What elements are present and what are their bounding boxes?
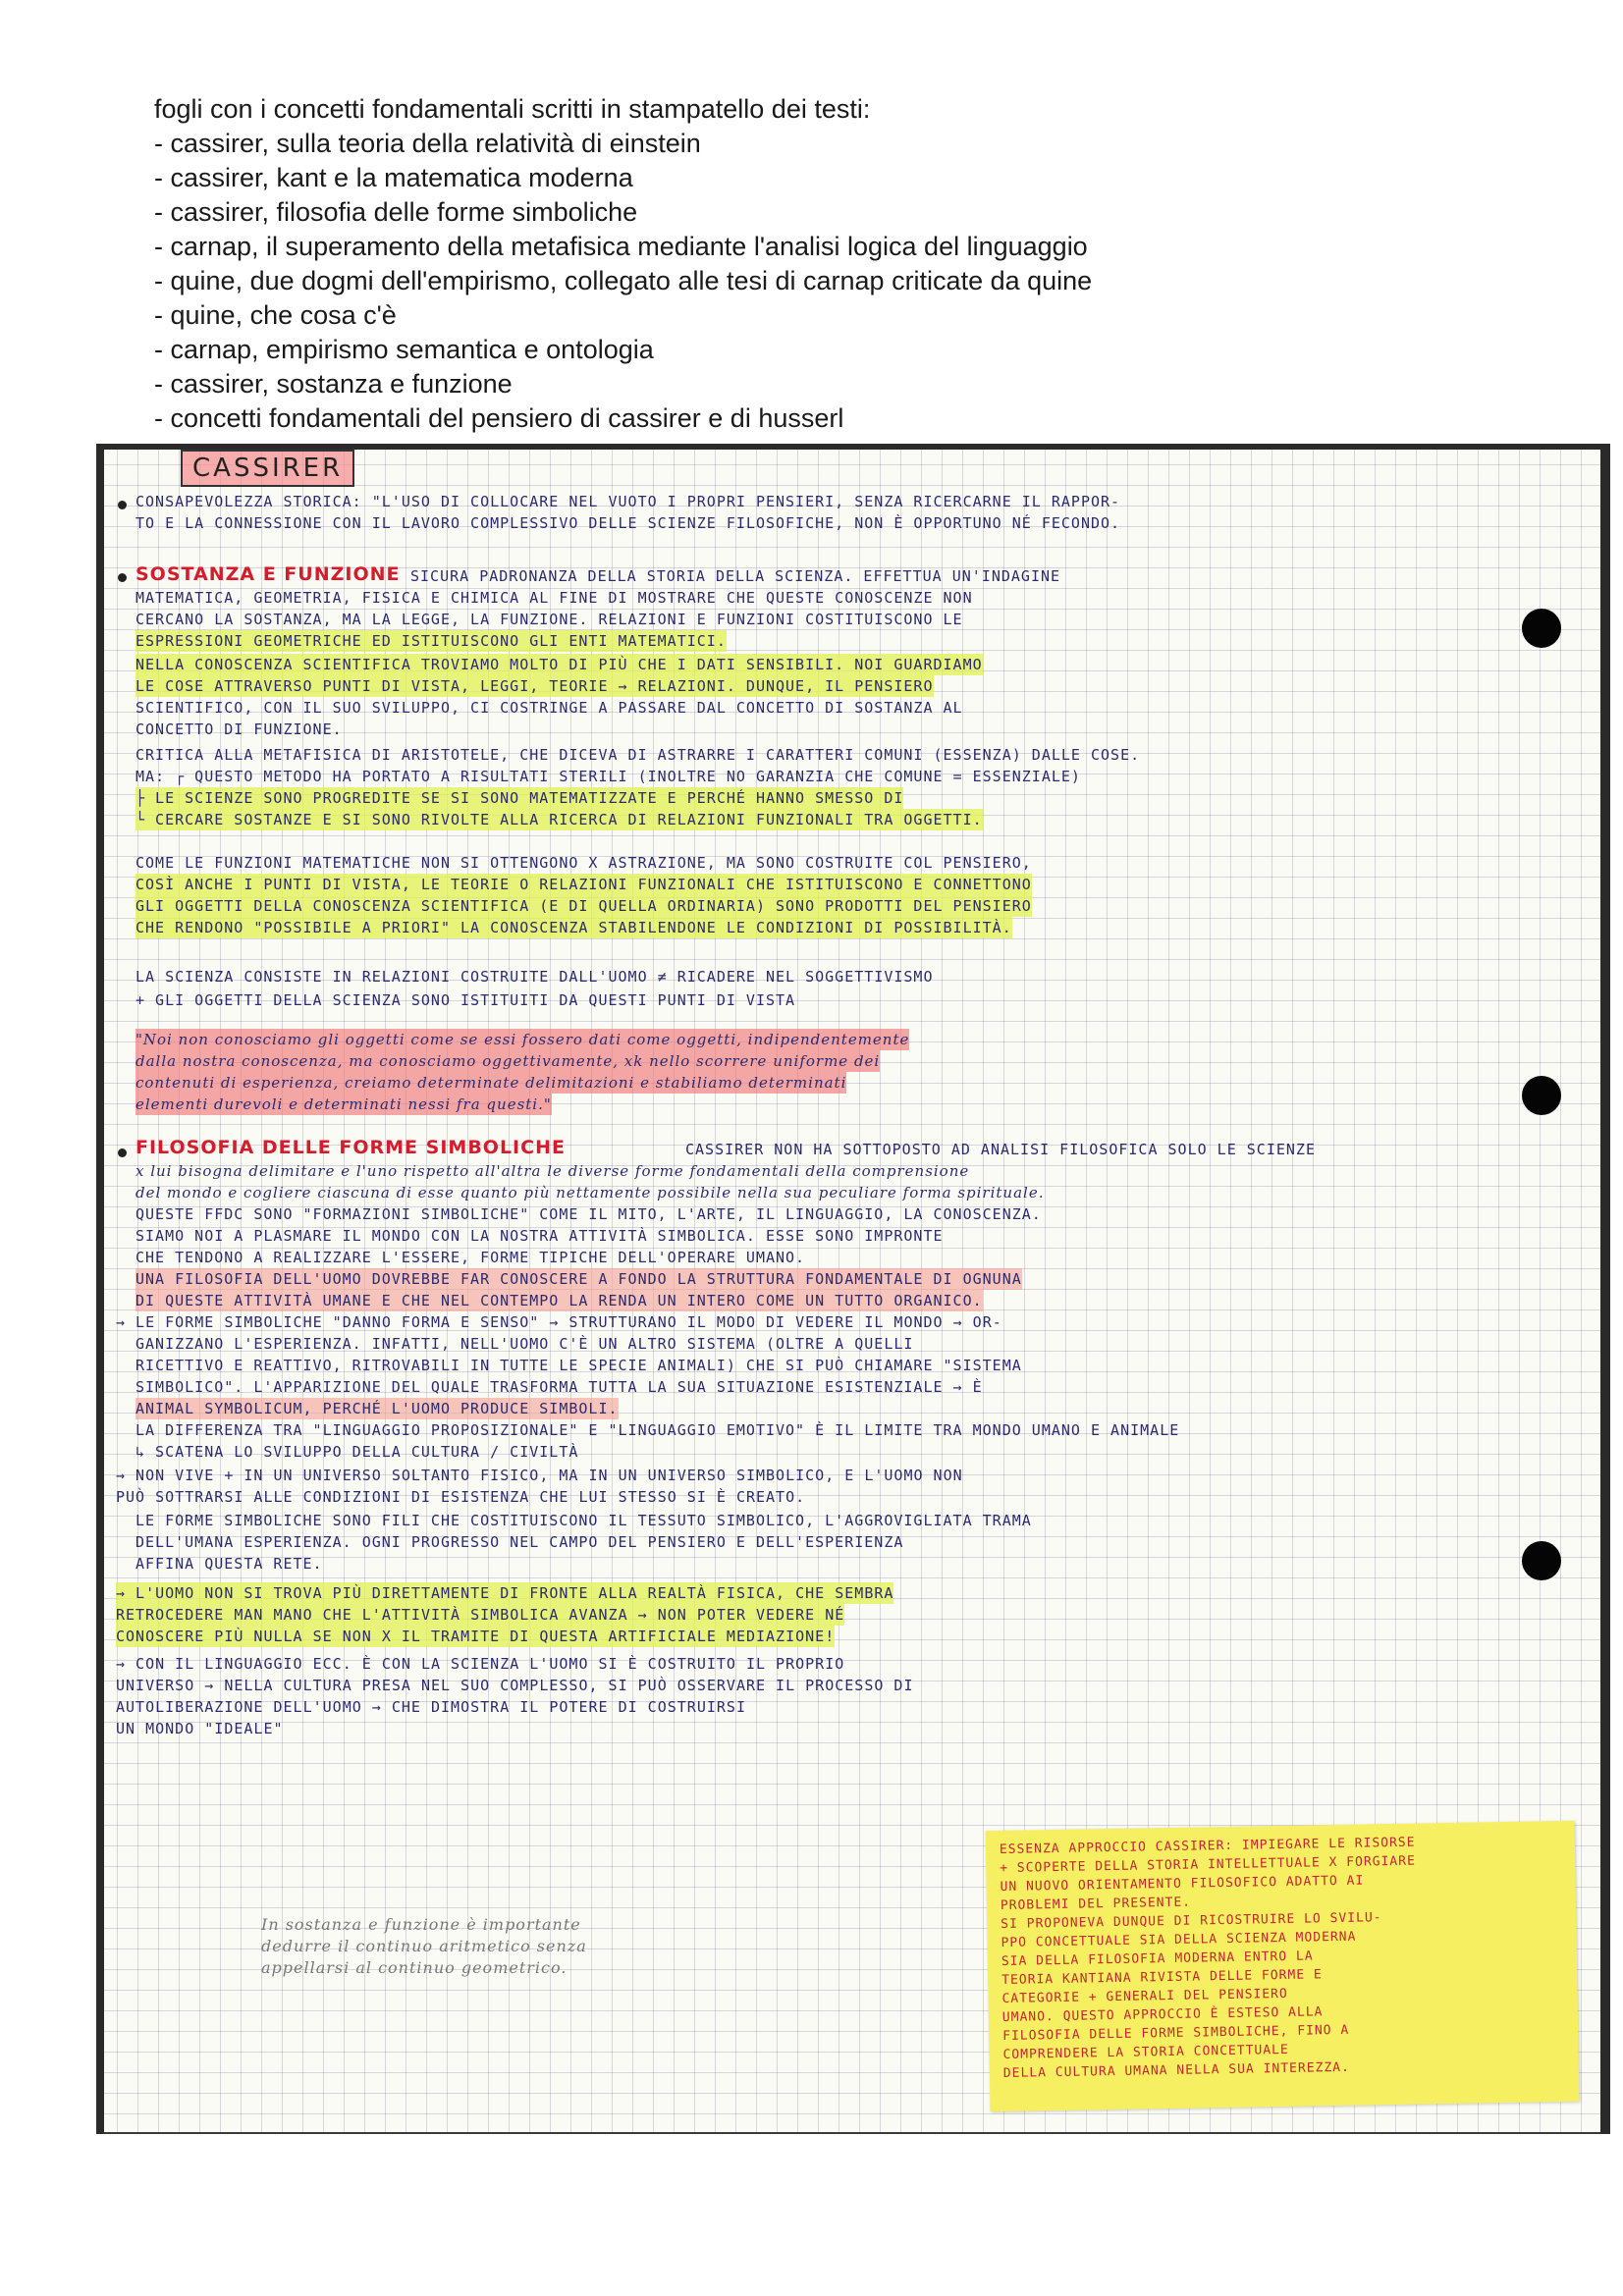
- section-title-sostanza: SOSTANZA E FUNZIONE: [135, 563, 401, 585]
- text-list-item: - carnap, il superamento della metafisica mediante l'analisi logica del linguaggio: [154, 230, 1529, 264]
- note-line: TO E LA CONNESSIONE CON IL LAVORO COMPLESSIVO DELLE SCIENZE FILOSOFICHE, NON È OPPORTUNO NÉ FECONDO.: [135, 514, 1121, 532]
- punch-hole: [1522, 609, 1561, 648]
- note-line: → L'UOMO NON SI TROVA PIÙ DIRETTAMENTE DI FRONTE ALLA REALTÀ FISICA, CHE SEMBRA: [116, 1584, 894, 1602]
- text-list-item: - cassirer, sostanza e funzione: [154, 367, 1529, 401]
- note-line: DELL'UMANA ESPERIENZA. OGNI PROGRESSO NEL CAMPO DEL PENSIERO E DELL'ESPERIENZA: [135, 1533, 904, 1551]
- text-list-item: - quine, che cosa c'è: [154, 298, 1529, 333]
- scan-border-right: [1600, 444, 1610, 2134]
- note-line: CHE RENDONO "POSSIBILE A PRIORI" LA CONOSCENZA STABILENDONE LE CONDIZIONI DI POSSIBILITÀ.: [135, 919, 1012, 936]
- note-line: UNIVERSO → NELLA CULTURA PRESA NEL SUO COMPLESSO, SI PUÒ OSSERVARE IL PROCESSO DI: [116, 1677, 914, 1694]
- note-line: NELLA CONOSCENZA SCIENTIFICA TROVIAMO MOLTO DI PIÙ CHE I DATI SENSIBILI. NOI GUARDIAMO: [135, 656, 983, 673]
- sticky-note-line: COMPRENDERE LA STORIA CONCETTUALE: [1002, 2042, 1289, 2062]
- bullet-dot: [118, 501, 127, 509]
- note-line: AFFINA QUESTA RETE.: [135, 1555, 323, 1573]
- note-line: QUESTE FFDC SONO "FORMAZIONI SIMBOLICHE" COME IL MITO, L'ARTE, IL LINGUAGGIO, LA CONOSCENZA.: [135, 1205, 1042, 1223]
- note-line: ANIMAL SYMBOLICUM, PERCHÉ L'UOMO PRODUCE SIMBOLI.: [135, 1400, 619, 1417]
- punch-hole: [1522, 1541, 1561, 1580]
- text-list-item: - carnap, empirismo semantica e ontologia: [154, 333, 1529, 367]
- note-line: UN MONDO "IDEALE": [116, 1720, 284, 1737]
- pencil-note-line: appellarsi al continuo geometrico.: [261, 1958, 568, 1977]
- note-line: LA SCIENZA CONSISTE IN RELAZIONI COSTRUITE DALL'UOMO ≠ RICADERE NEL SOGGETTIVISMO: [135, 968, 934, 986]
- note-line: CONCETTO DI FUNZIONE.: [135, 721, 343, 738]
- note-line: CONOSCERE PIÙ NULLA SE NON X IL TRAMITE DI QUESTA ARTIFICIALE MEDIAZIONE!: [116, 1628, 836, 1645]
- note-line: SIMBOLICO". L'APPARIZIONE DEL QUALE TRASFORMA TUTTA LA SUA SITUAZIONE ESISTENZIALE → È: [135, 1378, 983, 1396]
- note-line: SIAMO NOI A PLASMARE IL MONDO CON LA NOSTRA ATTIVITÀ SIMBOLICA. ESSE SONO IMPRONTE: [135, 1227, 944, 1245]
- note-line: RETROCEDERE MAN MANO CHE L'ATTIVITÀ SIMBOLICA AVANZA → NON POTER VEDERE NÉ: [116, 1606, 845, 1624]
- punch-hole: [1522, 1076, 1561, 1115]
- note-line: SICURA PADRONANZA DELLA STORIA DELLA SCIENZA. EFFETTUA UN'INDAGINE: [410, 567, 1061, 585]
- note-line: → LE FORME SIMBOLICHE "DANNO FORMA E SENSO" → STRUTTURANO IL MODO DI VEDERE IL MONDO → OR-: [116, 1313, 1002, 1331]
- note-line: → NON VIVE + IN UN UNIVERSO SOLTANTO FISICO, MA IN UN UNIVERSO SIMBOLICO, E L'UOMO NON: [116, 1467, 963, 1484]
- pencil-note-line: In sostanza e funzione è importante: [261, 1915, 581, 1934]
- note-line: CASSIRER NON HA SOTTOPOSTO AD ANALISI FILOSOFICA SOLO LE SCIENZE: [685, 1141, 1316, 1158]
- sticky-note-line: ESSENZA APPROCCIO CASSIRER: IMPIEGARE LE RISORSE: [999, 1835, 1416, 1858]
- quote-line: "Noi non conosciamo gli oggetti come se essi fossero dati come oggetti, indipendentemente: [135, 1031, 910, 1048]
- quote-line: dalla nostra conoscenza, ma conosciamo oggettivamente, xk nello scorrere uniforme dei: [135, 1052, 881, 1070]
- document-header: [154, 92, 1529, 436]
- note-line: MATEMATICA, GEOMETRIA, FISICA E CHIMICA AL FINE DI MOSTRARE CHE QUESTE CONOSCENZE NON: [135, 589, 973, 607]
- note-line: UNA FILOSOFIA DELL'UOMO DOVREBBE FAR CONOSCERE A FONDO LA STRUTTURA FONDAMENTALE DI OGNUNA: [135, 1270, 1022, 1288]
- bullet-dot: [118, 1148, 127, 1157]
- note-line: DI QUESTE ATTIVITÀ UMANE E CHE NEL CONTEMPO LA RENDA UN INTERO COME UN TUTTO ORGANICO.: [135, 1292, 983, 1309]
- note-line: CHE TENDONO A REALIZZARE L'ESSERE, FORME TIPICHE DELL'OPERARE UMANO.: [135, 1249, 806, 1266]
- quote-line: elementi durevoli e determinati nessi fra questi.": [135, 1095, 552, 1113]
- note-line: └ CERCARE SOSTANZE E SI SONO RIVOLTE ALLA RICERCA DI RELAZIONI FUNZIONALI TRA OGGETTI.: [135, 811, 983, 828]
- note-line: COSÌ ANCHE I PUNTI DI VISTA, LE TEORIE O RELAZIONI FUNZIONALI CHE ISTITUISCONO E CONNETTONO: [135, 876, 1032, 893]
- note-line: GLI OGGETTI DELLA CONOSCENZA SCIENTIFICA (E DI QUELLA ORDINARIA) SONO PRODOTTI DEL PENSIERO: [135, 897, 1032, 915]
- note-line: ↳ SCATENA LO SVILUPPO DELLA CULTURA / CIVILTÀ: [135, 1443, 579, 1461]
- note-line: COME LE FUNZIONI MATEMATICHE NON SI OTTENGONO X ASTRAZIONE, MA SONO COSTRUITE COL PENSIERO,: [135, 854, 1032, 872]
- sticky-note-line: TEORIA KANTIANA RIVISTA DELLE FORME E: [1001, 1967, 1323, 1988]
- sticky-note-line: CATEGORIE + GENERALI DEL PENSIERO: [1001, 1986, 1288, 2006]
- quote-line: contenuti di esperienza, creiamo determinate delimitazioni e stabiliamo determinati: [135, 1074, 847, 1092]
- note-line: LA DIFFERENZA TRA "LINGUAGGIO PROPOSIZIONALE" E "LINGUAGGIO EMOTIVO" È IL LIMITE TRA MONDO UMANO E ANIMALE: [135, 1421, 1180, 1439]
- pencil-note: [261, 1914, 587, 1979]
- sticky-note-line: SI PROPONEVA DUNQUE DI RICOSTRUIRE LO SVILU-: [1001, 1910, 1382, 1932]
- note-line: PUÒ SOTTRARSI ALLE CONDIZIONI DI ESISTENZA CHE LUI STESSO SI È CREATO.: [116, 1488, 806, 1506]
- note-line: ├ LE SCIENZE SONO PROGREDITE SE SI SONO MATEMATIZZATE E PERCHÉ HANNO SMESSO DI: [135, 789, 904, 807]
- note-line: MA: ┌ QUESTO METODO HA PORTATO A RISULTATI STERILI (INOLTRE NO GARANZIA CHE COMUNE = ESSENZIALE): [135, 768, 1081, 785]
- text-list-item: - cassirer, sulla teoria della relatività di einstein: [154, 127, 1529, 161]
- note-line: del mondo e cogliere ciascuna di esse quanto più nettamente possibile nella sua peculiare forma spirituale.: [135, 1184, 1045, 1201]
- header-intro: fogli con i concetti fondamentali scritti in stampatello dei testi:: [154, 94, 871, 124]
- sticky-note-line: UMANO. QUESTO APPROCCIO È ESTESO ALLA: [1001, 2004, 1324, 2025]
- note-line: AUTOLIBERAZIONE DELL'UOMO → CHE DIMOSTRA IL POTERE DI COSTRUIRSI: [116, 1698, 746, 1716]
- note-line: GANIZZANO L'ESPERIENZA. INFATTI, NELL'UOMO C'È UN ALTRO SISTEMA (OLTRE A QUELLI: [135, 1335, 914, 1353]
- section-title-forme: FILOSOFIA DELLE FORME SIMBOLICHE: [135, 1137, 566, 1158]
- note-line: CERCANO LA SOSTANZA, MA LA LEGGE, LA FUNZIONE. RELAZIONI E FUNZIONI COSTITUISCONO LE: [135, 611, 963, 628]
- note-line: + GLI OGGETTI DELLA SCIENZA SONO ISTITUITI DA QUESTI PUNTI DI VISTA: [135, 991, 796, 1009]
- text-list-item: - cassirer, kant e la matematica moderna: [154, 161, 1529, 195]
- scan-border-left: [96, 444, 104, 2134]
- scanned-notebook-page: [96, 444, 1610, 2134]
- text-list-item: - concetti fondamentali del pensiero di cassirer e di husserl: [154, 401, 1529, 436]
- sticky-note-line: SIA DELLA FILOSOFIA MODERNA ENTRO LA: [1001, 1949, 1314, 1969]
- sticky-note: [986, 1821, 1580, 2111]
- pencil-note-line: dedurre il continuo aritmetico senza: [261, 1937, 587, 1955]
- sticky-note-line: FILOSOFIA DELLE FORME SIMBOLICHE, FINO A: [1002, 2022, 1350, 2044]
- bullet-dot: [118, 573, 127, 582]
- text-list: [154, 127, 1529, 436]
- sticky-note-line: PROBLEMI DEL PRESENTE.: [1000, 1895, 1192, 1914]
- note-line: RICETTIVO E REATTIVO, RITROVABILI IN TUTTE LE SPECIE ANIMALI) CHE SI PUÒ CHIAMARE "SISTEMA: [135, 1357, 1022, 1374]
- note-line: CONSAPEVOLEZZA STORICA: "L'USO DI COLLOCARE NEL VUOTO I PROPRI PENSIERI, SENZA RICERCARNE IL RAPPOR-: [135, 493, 1121, 510]
- note-line: CRITICA ALLA METAFISICA DI ARISTOTELE, CHE DICEVA DI ASTRARRE I CARATTERI COMUNI (ESSENZA) DALLE COSE.: [135, 746, 1141, 764]
- note-line: SCIENTIFICO, CON IL SUO SVILUPPO, CI COSTRINGE A PASSARE DAL CONCETTO DI SOSTANZA AL: [135, 699, 963, 717]
- note-line: LE COSE ATTRAVERSO PUNTI DI VISTA, LEGGI, TEORIE → RELAZIONI. DUNQUE, IL PENSIERO: [135, 677, 934, 695]
- notes-title: CASSIRER: [181, 450, 354, 487]
- text-list-item: - cassirer, filosofia delle forme simboliche: [154, 195, 1529, 230]
- sticky-note-line: + SCOPERTE DELLA STORIA INTELLETTUALE X FORGIARE: [1000, 1853, 1416, 1877]
- note-line: x lui bisogna delimitare e l'uno rispetto all'altra le diverse forme fondamentali della comprensione: [135, 1162, 970, 1180]
- note-line: → CON IL LINGUAGGIO ECC. È CON LA SCIENZA L'UOMO SI È COSTRUITO IL PROPRIO: [116, 1655, 845, 1673]
- sticky-note-line: PPO CONCETTUALE SIA DELLA SCIENZA MODERNA: [1001, 1929, 1357, 1950]
- note-line: ESPRESSIONI GEOMETRICHE ED ISTITUISCONO GLI ENTI MATEMATICI.: [135, 632, 727, 650]
- note-line: LE FORME SIMBOLICHE SONO FILI CHE COSTITUISCONO IL TESSUTO SIMBOLICO, L'AGGROVIGLIATA TRAMA: [135, 1512, 1032, 1529]
- sticky-note-line: DELLA CULTURA UMANA NELLA SUA INTEREZZA.: [1002, 2059, 1351, 2081]
- text-list-item: - quine, due dogmi dell'empirismo, collegato alle tesi di carnap criticate da quine: [154, 264, 1529, 298]
- sticky-note-line: UN NUOVO ORIENTAMENTO FILOSOFICO ADATTO AI: [1000, 1873, 1365, 1896]
